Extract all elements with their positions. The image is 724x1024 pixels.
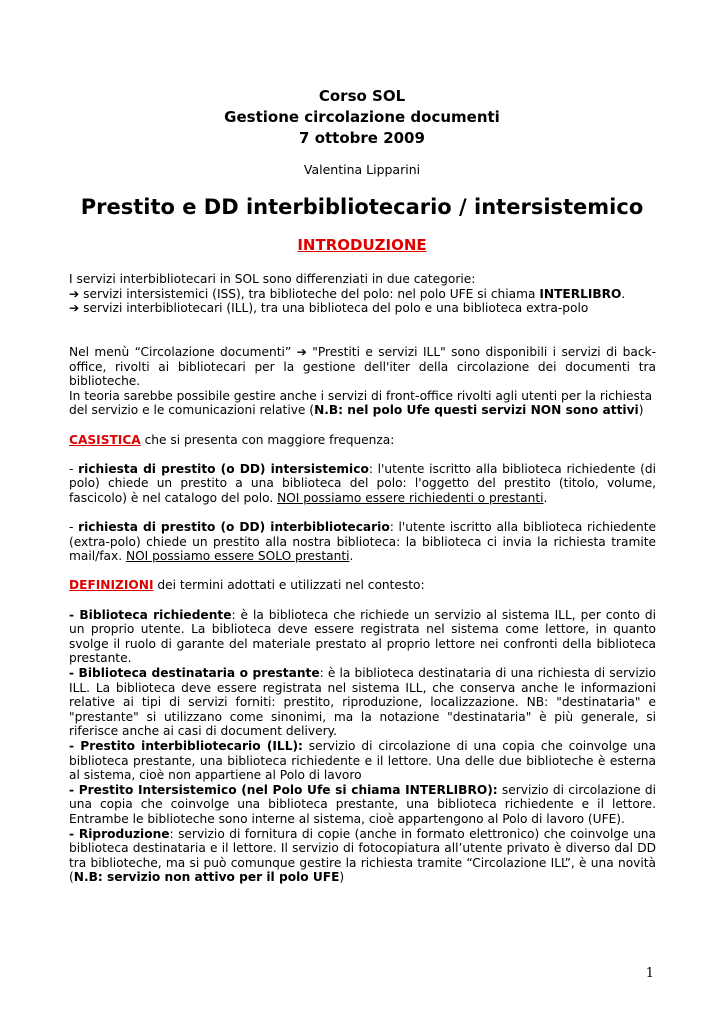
- intro-lead: I servizi interbibliotecari in SOL sono differenziati in due categorie:: [69, 272, 476, 286]
- course-header: [0, 86, 724, 149]
- author: Valentina Lipparini: [303, 162, 421, 177]
- definition-riproduzione: - Riproduzione: servizio di fornitura di copie (anche in formato elettronico) che coinvolge una biblioteca destinataria e il lettore. Il servizio di fotocopiatura all’utente privato è diverso dal DD tra biblioteche, ma si può comunque gestire la richiesta tramite “Circolazione ILL”, è una novità (N.B: servizio non attivo per il polo UFE): [69, 826, 656, 885]
- course-name: Corso SOL: [318, 87, 406, 105]
- course-date: 7 ottobre 2009: [299, 129, 425, 147]
- section-heading: INTRODUZIONE: [297, 236, 427, 254]
- definition-richiedente: - Biblioteca richiedente: è la biblioteca che richiede un servizio al sistema ILL, per conto di un proprio utente. La biblioteca deve essere registrata nel sistema come lettore, in quanto svolge il ruolo di garante del materiale prestato al proprio lettore nei confronti della biblioteca prestante.: [69, 607, 656, 666]
- case-interbibliotecario: - richiesta di prestito (o DD) interbibliotecario: l'utente iscritto alla biblioteca richiedente (extra-polo) chiede un prestito alla nostra biblioteca: la biblioteca ci invia la richiesta tramite mail/fax. NOI possiamo essere SOLO prestanti.: [69, 520, 656, 564]
- menu-paragraph: Nel menù “Circolazione documenti” ➔ "Prestiti e servizi ILL" sono disponibili i servizi di back-office, rivolti ai bibliotecari per la gestione dell'iter della circolazione dei documenti tra biblioteche.: [69, 344, 657, 389]
- document-title: Prestito e DD interbibliotecario / intersistemico: [80, 195, 644, 219]
- page-number: 1: [645, 966, 654, 981]
- arrow-right-icon: ➔: [296, 344, 307, 359]
- intro-item-iss: ➔ servizi intersistemici (ISS), tra biblioteche del polo: nel polo UFE si chiama INTERLIBRO.: [69, 286, 626, 301]
- intro-item-ill: ➔ servizi interbibliotecari (ILL), tra una biblioteca del polo e una biblioteca extra-polo: [69, 301, 589, 316]
- definition-destinataria: - Biblioteca destinataria o prestante: è la biblioteca destinataria di una richiesta di servizio ILL. La biblioteca deve essere registrata nel sistema ILL, che conserva anche le informazioni relative ai tipi di servizi forniti: prestito, riproduzione, localizzazione. NB: "destinataria" e "prestante" si utilizzano come sinonimi, ma la notazione "destinataria" è più generale, si riferisce anche ai casi di document delivery.: [69, 666, 657, 739]
- arrow-right-icon: ➔: [69, 301, 80, 316]
- arrow-right-icon: ➔: [69, 286, 80, 301]
- casistica-heading: CASISTICA che si presenta con maggiore frequenza:: [69, 432, 395, 447]
- course-subtitle: Gestione circolazione documenti: [224, 108, 500, 126]
- definition-intersistemico: - Prestito Intersistemico (nel Polo Ufe si chiama INTERLIBRO): servizio di circolazione di una copia che coinvolge una biblioteca prestante, una biblioteca richiedente e il lettore. Entrambe le biblioteche sono interne al sistema, cioè appartengono al Polo di lavoro (UFE).: [69, 782, 656, 826]
- case-intersistemico: - richiesta di prestito (o DD) intersistemico: l'utente iscritto alla biblioteca richiedente (di polo) chiede un prestito a una biblioteca del polo: l'oggetto del prestito (titolo, volume, fascicolo) è nel catalogo del polo. NOI possiamo essere richiedenti o prestanti.: [69, 461, 656, 505]
- menu-note: In teoria sarebbe possibile gestire anche i servizi di front-office rivolti agli utenti per la richiesta del servizio e le comunicazioni relative (N.B: nel polo Ufe questi servizi NON sono attivi): [69, 388, 653, 418]
- document-body: [69, 272, 656, 885]
- definition-ill: - Prestito interbibliotecario (ILL): servizio di circolazione di una copia che coinvolge una biblioteca prestante, una biblioteca richiedente e il lettore. Una delle due biblioteche è esterna al sistema, cioè non appartiene al Polo di lavoro: [69, 739, 656, 783]
- definizioni-heading: DEFINIZIONI dei termini adottati e utilizzati nel contesto:: [69, 578, 425, 593]
